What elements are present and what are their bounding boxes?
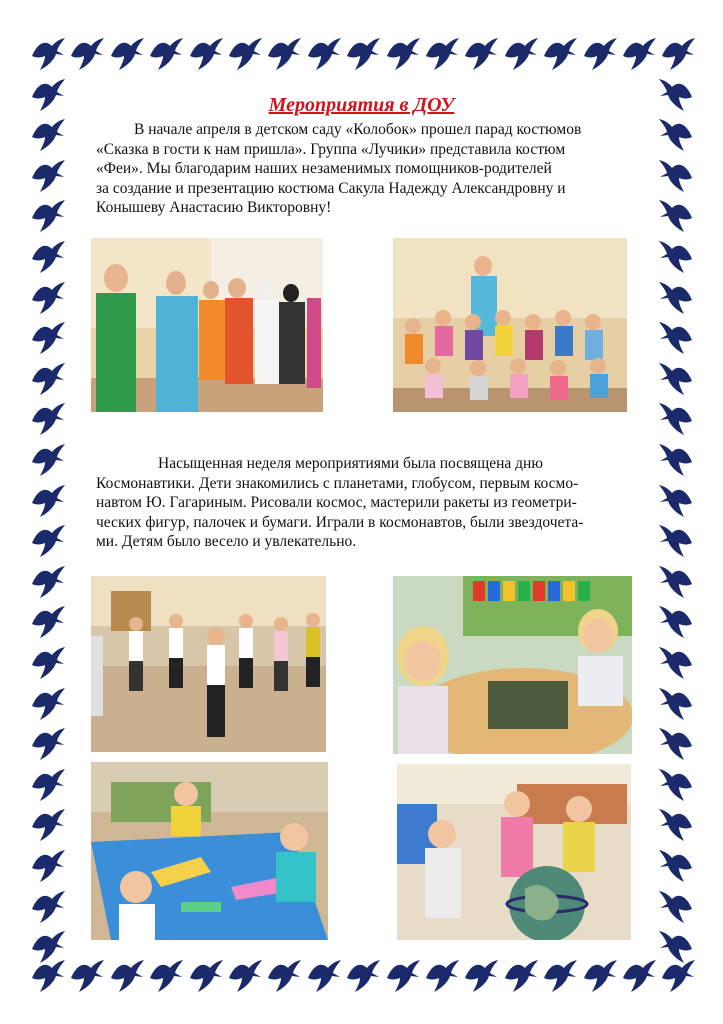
swallow-icon [658,564,694,600]
swallow-icon [306,36,342,72]
swallow-icon [30,320,66,356]
swallow-icon [658,604,694,640]
swallow-icon [621,36,657,72]
swallow-icon [658,848,694,884]
swallow-icon [658,239,694,275]
swallow-icon [658,198,694,234]
swallow-icon [503,958,539,994]
swallow-icon [658,686,694,722]
swallow-icon [227,36,263,72]
swallow-icon [306,958,342,994]
swallow-icon [621,958,657,994]
paragraph-line: ми. Детям было весело и увлекательно. [96,533,357,550]
paragraph-cosmonautics-week [96,454,636,552]
swallow-icon [463,36,499,72]
swallow-icon [188,958,224,994]
swallow-icon [385,958,421,994]
paragraph-line: В начале апреля в детском саду «Колобок» прошел парад костюмов [134,121,582,138]
swallow-icon [30,686,66,722]
paragraph-line: Космонавтики. Дети знакомились с планетами, глобусом, первым космо- [96,474,579,492]
swallow-icon [30,889,66,925]
swallow-icon [109,958,145,994]
swallow-icon [30,361,66,397]
paragraph-line: Конышеву Анастасию Викторовну! [96,199,332,216]
swallow-icon [148,958,184,994]
paragraph-line: «Феи». Мы благодарим наших незаменимых помощников-родителей [96,160,552,177]
swallow-icon [582,36,618,72]
swallow-icon [658,117,694,153]
swallow-icon [582,958,618,994]
swallow-icon [463,958,499,994]
swallow-icon [30,523,66,559]
photo-costume-group-children [393,238,627,412]
swallow-icon [658,401,694,437]
swallow-icon [658,320,694,356]
swallow-icon [658,158,694,194]
photo-girl-at-table-with-picture [393,576,632,754]
swallow-icon [30,401,66,437]
swallow-icon [658,807,694,843]
swallow-icon [30,198,66,234]
photo-children-making-rockets [91,762,328,940]
swallow-icon [109,36,145,72]
swallow-icon [30,239,66,275]
swallow-icon [503,36,539,72]
swallow-icon [30,117,66,153]
swallow-icon [658,361,694,397]
swallow-icon [30,645,66,681]
swallow-icon [658,645,694,681]
swallow-icon [148,36,184,72]
swallow-icon [30,280,66,316]
swallow-icon [188,36,224,72]
swallow-icon [30,929,66,965]
swallow-icon [30,483,66,519]
photo-costume-parade-adults [91,238,323,412]
swallow-icon [345,958,381,994]
swallow-icon [30,36,66,72]
page-title: Мероприятия в ДОУ [268,94,455,116]
swallow-icon [30,807,66,843]
paragraph-line: ческих фигур, палочек и бумаги. Играли в космонавтов, были звездочета- [96,513,584,531]
swallow-icon [266,36,302,72]
swallow-icon [658,767,694,803]
paragraph-costume-parade [96,120,636,218]
swallow-icon [30,158,66,194]
swallow-icon [30,848,66,884]
swallow-icon [266,958,302,994]
paragraph-line: Насыщенная неделя мероприятиями была посвящена дню [158,455,543,472]
photo-children-with-globe [397,764,631,940]
swallow-icon [658,929,694,965]
swallow-icon [424,958,460,994]
swallow-icon [345,36,381,72]
swallow-icon [30,767,66,803]
swallow-icon [542,36,578,72]
photo-children-playing-cosmonauts [91,576,326,752]
swallow-icon [30,726,66,762]
swallow-icon [658,889,694,925]
swallow-icon [542,958,578,994]
paragraph-line: «Сказка в гости к нам пришла». Группа «Лучики» представила костюм [96,140,566,158]
swallow-icon [30,604,66,640]
swallow-icon [658,523,694,559]
swallow-icon [30,564,66,600]
swallow-icon [69,36,105,72]
paragraph-line: за создание и презентацию костюма Сакула Надежду Александровну и [96,179,566,197]
swallow-icon [658,442,694,478]
swallow-icon [385,36,421,72]
swallow-icon [658,483,694,519]
swallow-icon [30,442,66,478]
swallow-icon [424,36,460,72]
paragraph-line: навтом Ю. Гагариным. Рисовали космос, мастерили ракеты из геометри- [96,494,577,511]
swallow-icon [658,280,694,316]
swallow-icon [658,726,694,762]
swallow-icon [660,36,696,72]
swallow-icon [227,958,263,994]
swallow-icon [69,958,105,994]
